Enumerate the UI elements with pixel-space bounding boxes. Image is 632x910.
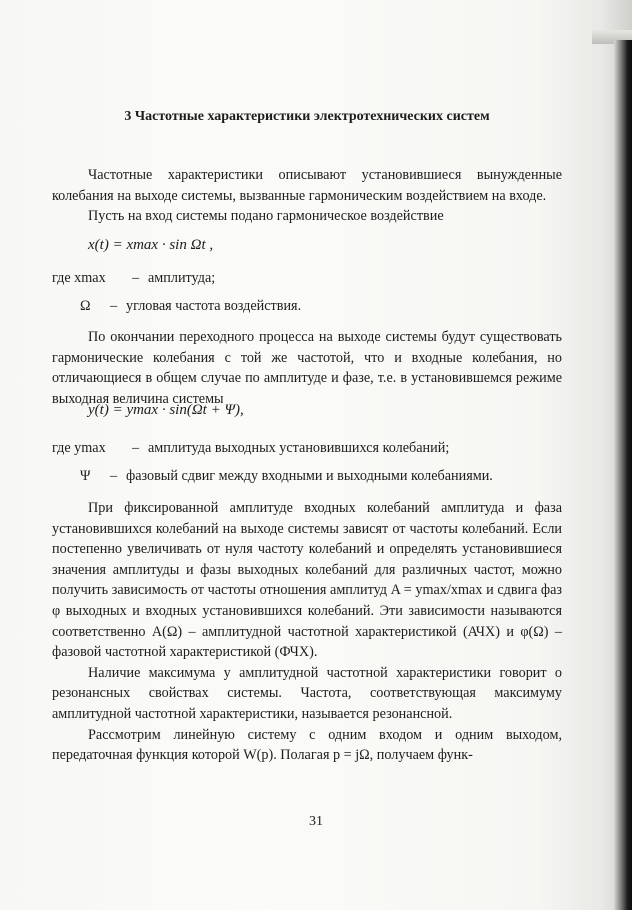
formula-output: y(t) = ymax · sin(Ωt + Ψ), [88, 402, 244, 418]
formula-input: x(t) = xmax · sin Ωt , [88, 237, 214, 253]
paragraph-3: По окончании переходного процесса на выходе системы будут существовать гармонические колебания с той же частотой, что и входные колебания, но отличающиеся в общем случае по амплитуде и фазе, т.е. в установившемся режиме выходная величина системы [52, 329, 562, 407]
definition-omega: Ω – угловая частота воздействия. [80, 298, 302, 314]
section-heading: 3 Частотные характеристики электротехнических систем [124, 109, 490, 124]
definition-ymax: где ymax – амплитуда выходных установившихся колебаний; [52, 440, 450, 456]
definition-psi: Ψ – фазовый сдвиг между входными и выходными колебаниями. [80, 468, 493, 484]
paragraph-4: При фиксированной амплитуде входных колебаний амплитуда и фаза установившихся колебаний на выходе системы зависят от частоты колебаний. Если постепенно увеличивать от нуля частоту колебаний и определять установившиеся значения амплитуды и фазы выходных колебаний для различных частот, можно получить зависимость от частоты отношения амплитуд A = ymax/xmax и сдвига фаз φ выходных и входных установившихся колебаний. Эти зависимости называются соответственно A(Ω) – амплитудной частотной характеристикой (АЧХ) и φ(Ω) – фазовой частотной характеристикой (ФЧХ). Наличие максимума у амплитудной частотной характеристики говорит о резонансных свойствах системы. Частота, соответствующая максимуму амплитудной частотной характеристики, называется резонансной. Рассмотрим линейную систему с одним входом и одним выходом, передаточная функция которой W(p). Полагая p = jΩ, получаем функ- [52, 500, 562, 764]
definition-xmax: где xmax – амплитуда; [52, 270, 216, 286]
paragraph-1: Частотные характеристики описывают установившиеся вынужденные колебания на выходе системы, вызванные гармоническим воздействием на входе. Пусть на вход системы подано гармоническое воздействие [52, 167, 562, 225]
page-number: 31 [309, 814, 323, 829]
book-spine-shadow [614, 40, 632, 910]
